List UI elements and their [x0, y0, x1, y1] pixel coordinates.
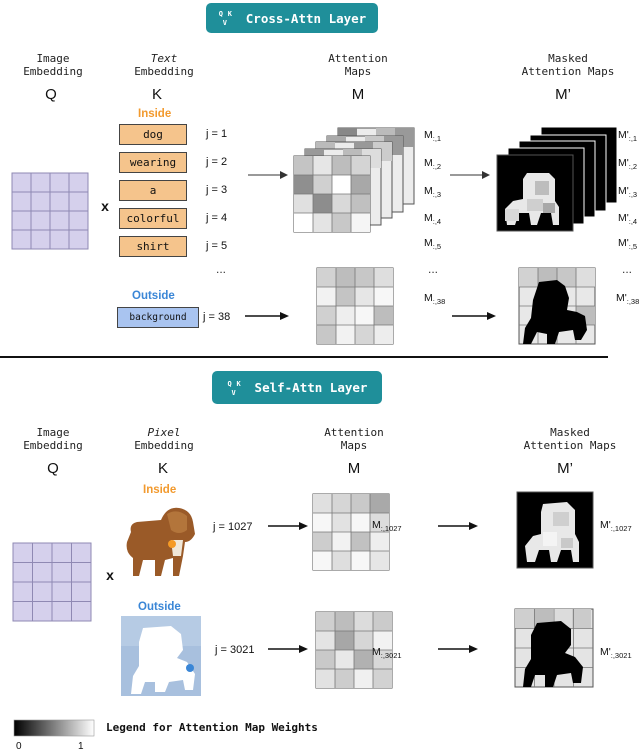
- q-symbol: Q: [45, 86, 57, 103]
- legend-gradient-bar: [14, 720, 94, 736]
- background-image-outside: [121, 616, 201, 696]
- masked-attention-map-1027: [517, 492, 593, 568]
- k-symbol-self: K: [157, 460, 168, 477]
- mprime-label-38: $M'_{:,38}$: [616, 292, 640, 307]
- masked-attention-maps-label-self: Masked Attention Maps: [523, 426, 617, 452]
- j-index-3: j = 3: [206, 184, 228, 196]
- m-label-1027: $M_{:,1027}$: [372, 519, 402, 534]
- arrow-background-to-masked: [452, 311, 496, 321]
- token-wearing: wearing: [119, 152, 187, 173]
- image-embedding-label: Image Embedding: [23, 52, 83, 78]
- mprime-label-3021: $M'_{:,3021}$: [600, 646, 632, 661]
- masked-attention-maps-label: Masked Attention Maps: [521, 52, 615, 78]
- m-symbol-self: M: [347, 460, 361, 477]
- j-index-38: j = 38: [203, 311, 231, 323]
- token-ellipsis: ...: [216, 262, 227, 276]
- m-label-3021: $M_{:,3021}$: [372, 646, 402, 661]
- j-index-1027: j = 1027: [213, 521, 253, 533]
- token-background: background: [117, 307, 199, 328]
- qkv-icon: Q K V: [218, 10, 232, 27]
- m-label-38: $M_{:,38}$: [424, 292, 446, 307]
- q-symbol-self: Q: [47, 460, 59, 477]
- token-dog: dog: [119, 124, 187, 145]
- mprime-label-5: $M'_{:,5}$: [618, 237, 638, 252]
- k-symbol: K: [151, 86, 162, 103]
- m-label-3: $M_{:,3}$: [424, 185, 442, 200]
- j-index-4: j = 4: [206, 212, 228, 224]
- j-index-1: j = 1: [206, 128, 228, 140]
- j-index-2: j = 2: [206, 156, 228, 168]
- token-colorful: colorful: [119, 208, 187, 229]
- image-embedding-label-self: Image Embedding: [23, 426, 83, 452]
- pixel-embedding-label: Pixel Embedding: [134, 426, 194, 452]
- m-label-5: $M_{:,5}$: [424, 237, 442, 252]
- arrow-background-to-map: [245, 311, 289, 321]
- token-shirt: shirt: [119, 236, 187, 257]
- j-index-3021: j = 3021: [215, 644, 255, 656]
- mprime-ellipsis: ...: [622, 262, 633, 276]
- attention-maps-label: Attention Maps: [328, 52, 388, 78]
- inside-label: Inside: [138, 108, 172, 120]
- arrow-to-attention-maps: [248, 170, 288, 180]
- outside-label-self: Outside: [138, 601, 181, 613]
- cross-attn-title: Cross-Attn Layer: [245, 10, 367, 26]
- image-embedding-grid-self: [13, 543, 91, 621]
- attention-map-background: [317, 268, 393, 344]
- m-symbol: M: [351, 86, 365, 103]
- masked-attention-map-background: [519, 268, 597, 344]
- mprime-label-3: $M'_{:,3}$: [618, 185, 638, 200]
- mprime-label-4: $M'_{:,4}$: [618, 212, 638, 227]
- masked-attention-map-stack: [497, 127, 617, 242]
- mprime-label-1: $M'_{:,1}$: [618, 129, 638, 144]
- m-label-4: $M_{:,4}$: [424, 212, 442, 227]
- token-a: a: [119, 180, 187, 201]
- mprime-label-2: $M'_{:,2}$: [618, 157, 638, 172]
- section-divider: [0, 356, 608, 358]
- legend-min: 0: [16, 741, 22, 752]
- m-label-1: $M_{:,1}$: [424, 129, 442, 144]
- j-index-5: j = 5: [206, 240, 228, 252]
- m-prime-symbol-self: M’: [557, 460, 573, 477]
- m-label-2: $M_{:,2}$: [424, 157, 442, 172]
- mprime-label-1027: $M'_{:,1027}$: [600, 519, 632, 534]
- image-embedding-grid: [12, 173, 88, 249]
- attention-map-stack: [294, 128, 424, 243]
- arrow-map-1027-to-masked: [438, 521, 478, 531]
- inside-label-self: Inside: [143, 484, 177, 496]
- legend-max: 1: [78, 741, 84, 752]
- self-attn-title: Self-Attn Layer: [254, 380, 368, 395]
- arrow-map-3021-to-masked: [438, 644, 478, 654]
- text-embedding-label: Text Embedding: [134, 52, 194, 78]
- qkv-icon: Q K V: [227, 379, 241, 397]
- arrow-outside-to-map: [268, 644, 308, 654]
- arrow-to-masked-maps: [450, 170, 490, 180]
- attention-maps-label-self: Attention Maps: [324, 426, 384, 452]
- masked-attention-map-3021: [515, 609, 593, 687]
- legend-label: Legend for Attention Map Weights: [106, 721, 318, 734]
- arrow-inside-to-map: [268, 521, 308, 531]
- outside-label: Outside: [132, 290, 175, 302]
- self-attn-layer-badge: [212, 371, 382, 404]
- cross-attn-layer-badge: [206, 3, 378, 33]
- multiply-symbol: x: [101, 198, 109, 214]
- multiply-symbol-self: x: [106, 567, 114, 583]
- dog-image-inside: [121, 500, 199, 580]
- m-prime-symbol: M’: [555, 86, 571, 103]
- m-ellipsis: ...: [428, 262, 439, 276]
